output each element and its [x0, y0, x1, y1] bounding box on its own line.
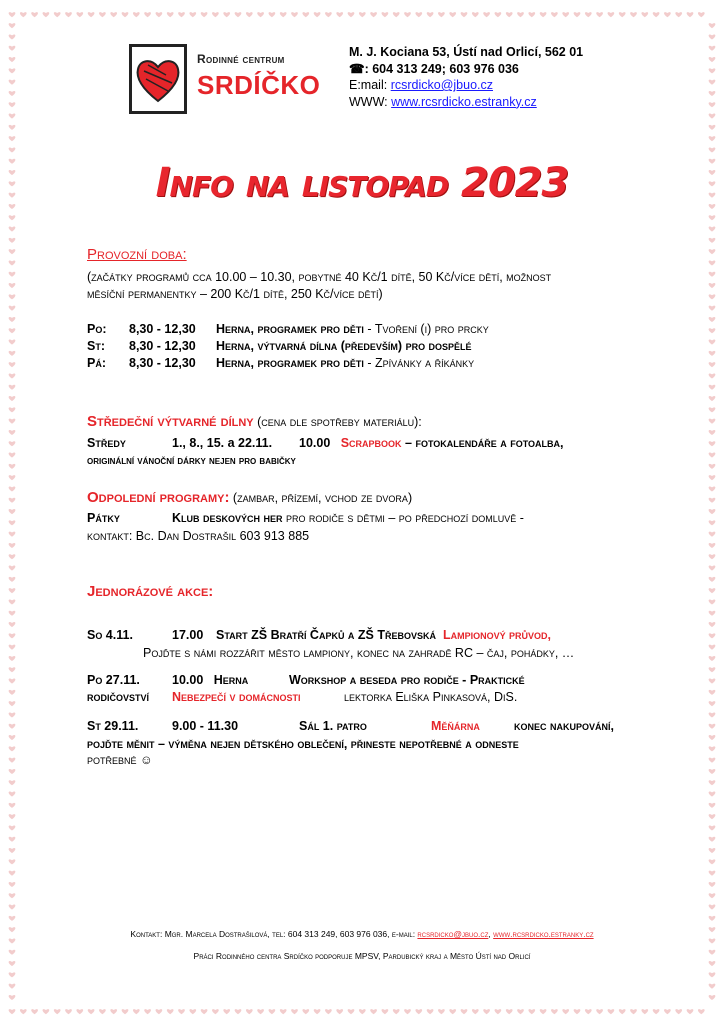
provozni-heading: Provozní doba: [87, 246, 187, 263]
logo-frame [129, 44, 187, 114]
odpoledni-contact: kontakt: Bc. Dan Dostrašil 603 913 885 [87, 529, 310, 543]
www-link[interactable]: www.rcsrdicko.estranky.cz [391, 94, 537, 109]
address: M. J. Kociana 53, Ústí nad Orlicí, 562 01 [349, 45, 584, 59]
logo [127, 42, 321, 114]
event-desc: potřebné ☺ [87, 753, 153, 767]
phone-line: ☎: 604 313 249; 603 976 036 [349, 61, 519, 76]
footer-www-link[interactable]: www.rcsrdicko.estranky.cz [493, 929, 594, 939]
logo-text-brand: SRDÍČKO [197, 70, 321, 100]
heart-logo-icon [132, 47, 184, 111]
phone-icon: ☎ [349, 61, 365, 76]
page-title: Info na listopad 2023 [155, 160, 569, 206]
provozni-note-2: měsíční permanentky – 200 Kč/1 dítě, 250 Kč/více dětí) [87, 287, 383, 301]
stredecni-heading: Středeční výtvarné dílny (cena dle spotřeby materiálu): [87, 413, 422, 430]
event-desc: pojďte měnit – výměna nejen dětského oblečení, přineste nepotřebné a odneste [87, 737, 519, 751]
jednorazove-heading: Jednorázové akce: [87, 583, 214, 600]
footer-contact: Kontakt: Mgr. Marcela Dostrašilová, tel: 604 313 249, 603 976 036, e-mail: rcsrdicko@jbuo.cz, www.rcsrdicko.estranky.cz [130, 929, 594, 939]
odpoledni-heading: Odpolední programy: (zambar, přízemí, vchod ze dvora) [87, 489, 413, 506]
event-desc: Pojďte s námi rozzářit město lampiony, konec na zahradě RC – čaj, pohádky, … [143, 646, 575, 660]
contact-block [349, 44, 583, 110]
footer-support: Práci Rodinného centra Srdíčko podporuje MPSV, Pardubický kraj a Město Ústí nad Orlicí [193, 951, 531, 961]
footer-email-link[interactable]: rcsrdicko@jbuo.cz [417, 929, 489, 939]
email-line: E:mail: rcsrdicko@jbuo.cz [349, 78, 493, 92]
stredecni-desc-2: originální vánoční dárky nejen pro babičky [87, 455, 296, 467]
logo-text-top: Rodinné centrum [197, 52, 285, 66]
email-link[interactable]: rcsrdicko@jbuo.cz [390, 78, 493, 92]
www-line: WWW: www.rcsrdicko.estranky.cz [349, 94, 537, 109]
provozni-note-1: (začátky programů cca 10.00 – 10.30, pobytné 40 Kč/1 dítě, 50 Kč/více dětí, možnost [87, 270, 552, 284]
